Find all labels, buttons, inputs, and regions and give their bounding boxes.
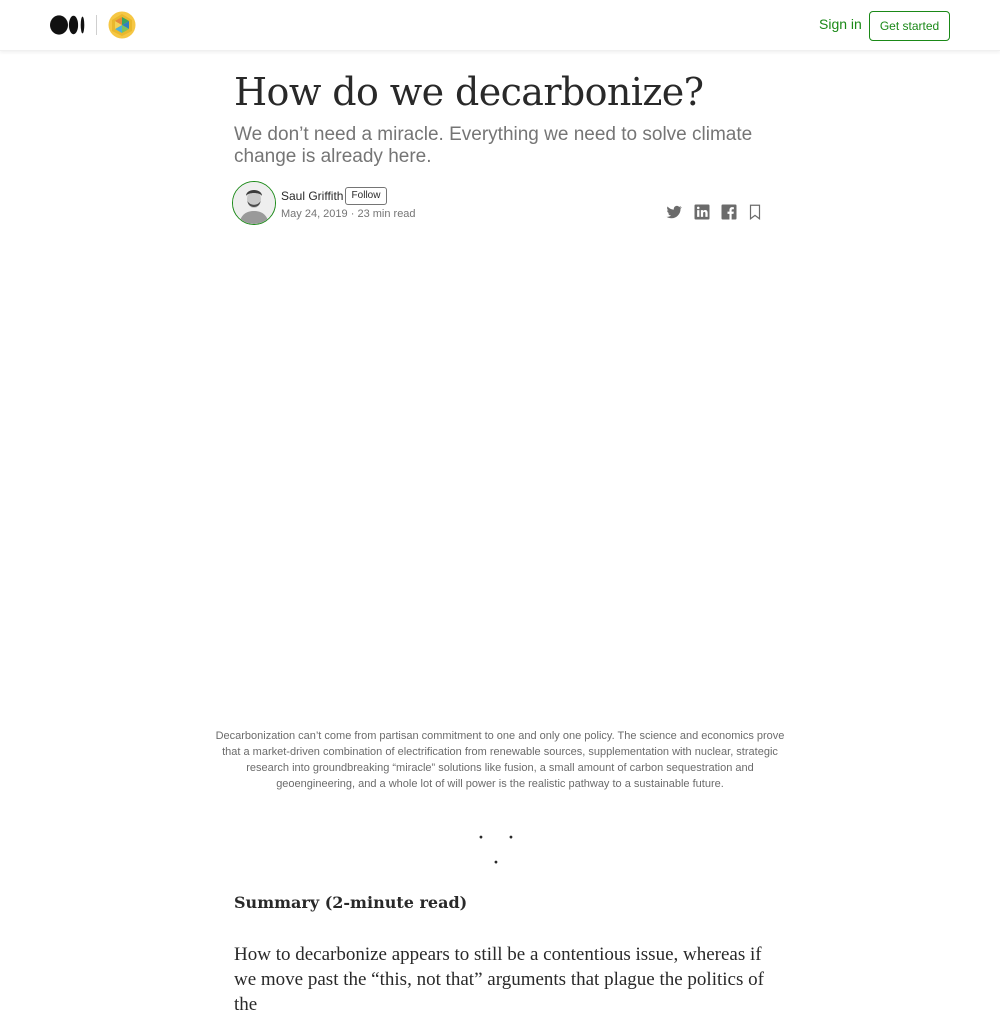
bookmark-icon[interactable] — [746, 203, 764, 221]
get-started-button[interactable]: Get started — [869, 11, 950, 41]
article-meta — [281, 208, 416, 220]
read-time: 23 min read — [357, 208, 416, 220]
section-separator: · · · — [477, 826, 523, 876]
author-name[interactable]: Saul Griffith — [281, 189, 344, 203]
article-paragraph: How to decarbonize appears to still be a contentious issue, whereas if we move past the “this, not that” arguments that plague the politics of the — [234, 944, 764, 1015]
author-portrait-icon — [233, 182, 275, 224]
follow-button[interactable]: Follow — [345, 187, 387, 205]
article-subtitle: We don’t need a miracle. Everything we need to solve climate change is already here. — [234, 124, 753, 167]
section-heading: Summary (2-minute read) — [234, 893, 468, 912]
publish-date: May 24, 2019 — [281, 208, 348, 220]
author-avatar[interactable] — [232, 181, 276, 225]
facebook-icon[interactable] — [720, 203, 738, 221]
sign-in-link[interactable]: Sign in — [819, 16, 862, 32]
publication-logo-icon[interactable] — [108, 11, 136, 39]
article-title: How do we decarbonize? — [234, 70, 704, 114]
meta-separator: · — [350, 208, 355, 220]
medium-logo-icon[interactable] — [50, 15, 86, 35]
image-caption: Decarbonization can’t come from partisan commitment to one and only one policy. The science and economics prove that a market-driven combination of electrification from renewable sources, supplementation with nuclear, strategic research into groundbreaking “miracle” solutions like fusion, a small amount of carbon sequestration and geoengineering, and a whole lot of will power is the realistic pathway to a sustainable future. — [215, 730, 785, 790]
logo-divider — [96, 15, 97, 35]
twitter-icon[interactable] — [665, 203, 683, 221]
top-navigation-bar — [0, 0, 1000, 51]
linkedin-icon[interactable] — [693, 203, 711, 221]
